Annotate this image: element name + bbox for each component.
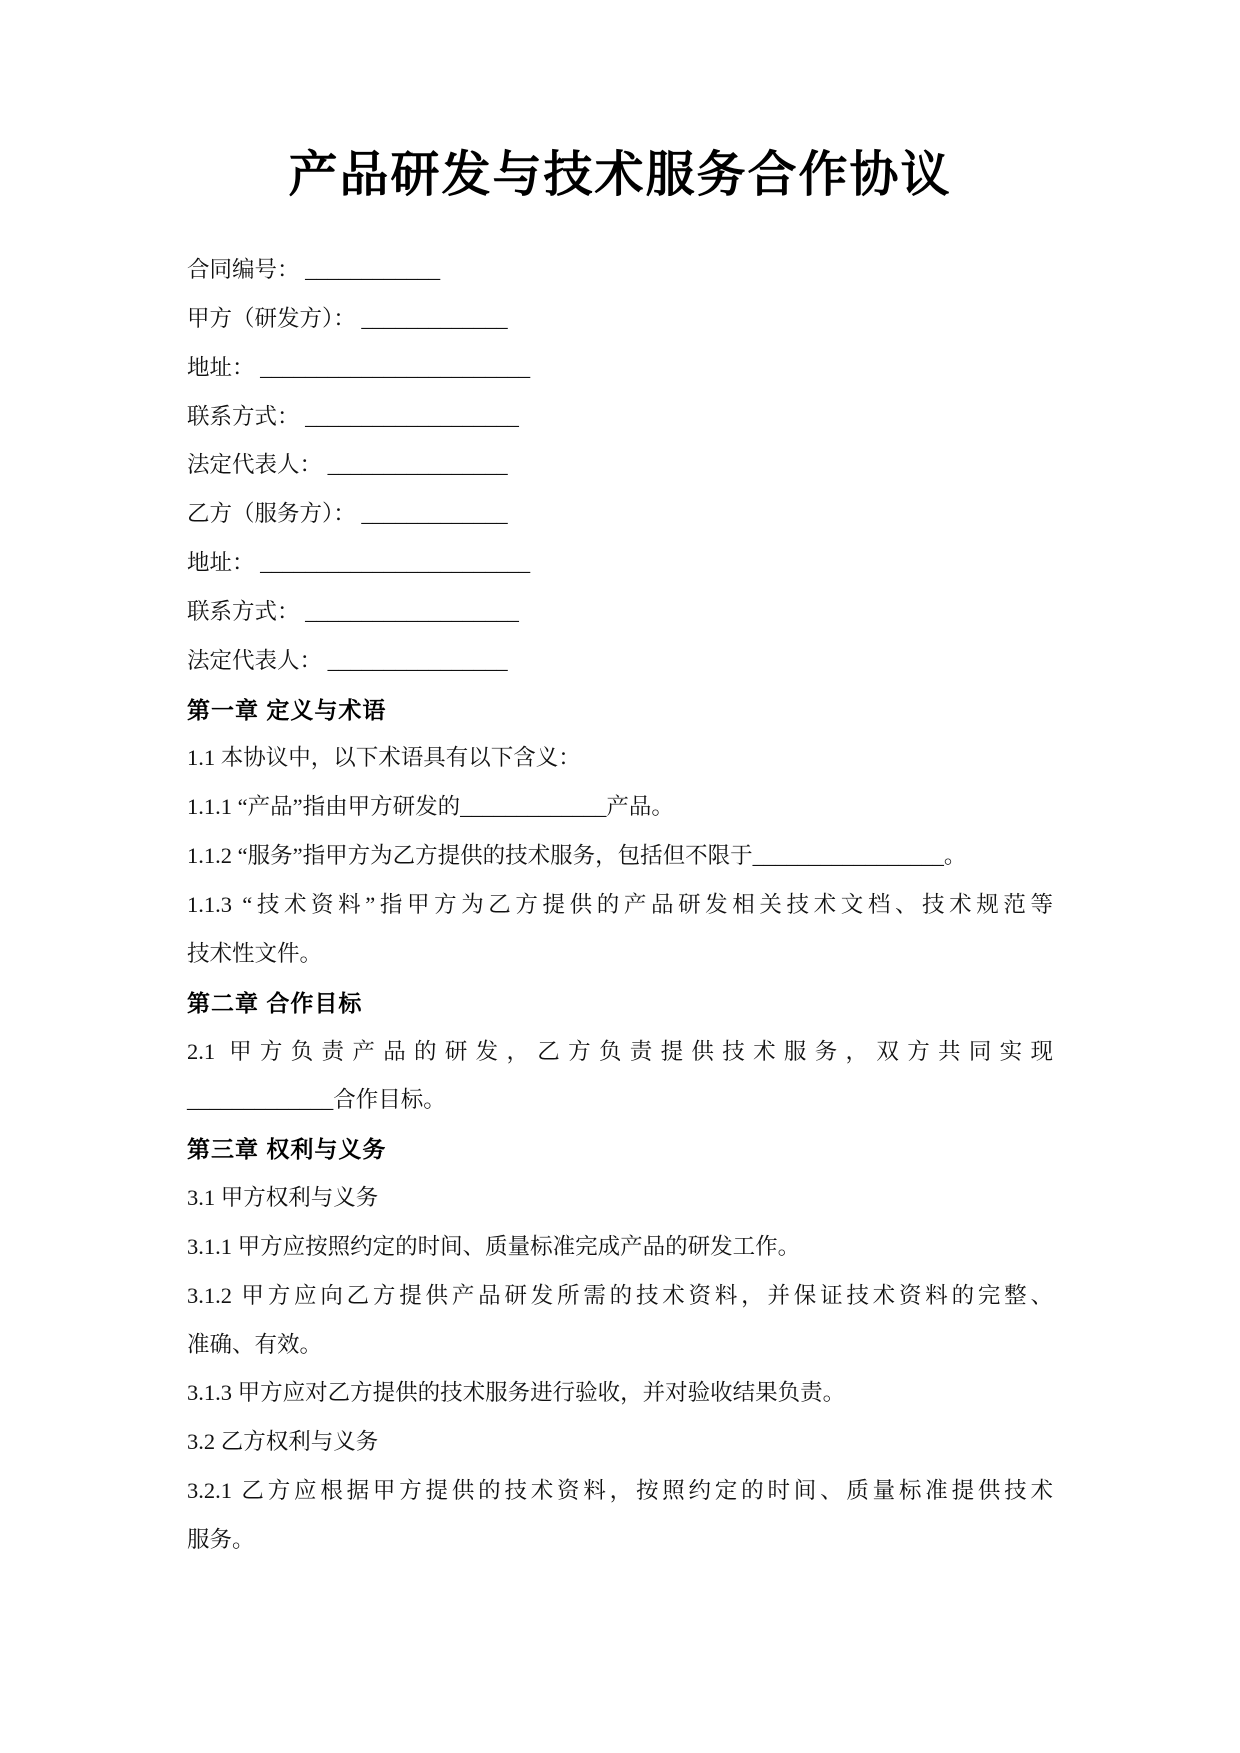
clause-3-1-3: 3.1.3 甲方应对乙方提供的技术服务进行验收，并对验收结果负责。	[187, 1380, 846, 1406]
field-party-a-representative: 法定代表人： ________________	[187, 452, 508, 478]
field-party-b-contact: 联系方式： ___________________	[187, 598, 519, 624]
field-contract-number: 合同编号： ____________	[187, 257, 441, 282]
field-party-b-address: 地址： ________________________	[187, 550, 531, 576]
field-party-a: 甲方（研发方）： _____________	[187, 305, 508, 331]
heading-chapter-3: 第三章 权利与义务	[187, 1136, 387, 1163]
clause-3-1-2-line-2: 准确、有效。	[187, 1331, 323, 1357]
field-party-b-representative: 法定代表人： ________________	[187, 647, 508, 673]
clause-2-1-line-1: 2.1 甲方负责产品的研发，乙方负责提供技术服务，双方共同实现	[187, 1038, 1053, 1064]
clause-1-1: 1.1 本协议中，以下术语具有以下含义：	[187, 745, 581, 771]
clause-3-2: 3.2 乙方权利与义务	[187, 1429, 379, 1455]
clause-1-1-3-line-2: 技术性文件。	[187, 940, 323, 966]
clause-1-1-1: 1.1.1 “产品”指由甲方研发的_____________产品。	[187, 794, 674, 820]
clause-3-1-2-line-1: 3.1.2 甲方应向乙方提供产品研发所需的技术资料，并保证技术资料的完整、	[187, 1282, 1053, 1308]
clause-3-1-1: 3.1.1 甲方应按照约定的时间、质量标准完成产品的研发工作。	[187, 1233, 801, 1259]
heading-chapter-2: 第二章 合作目标	[187, 989, 363, 1016]
clause-3-2-1-line-1: 3.2.1 乙方应根据甲方提供的技术资料，按照约定的时间、质量标准提供技术	[187, 1478, 1053, 1504]
clause-1-1-3-line-1: 1.1.3 “技术资料”指甲方为乙方提供的产品研发相关技术文档、技术规范等	[187, 891, 1053, 917]
clause-3-1: 3.1 甲方权利与义务	[187, 1185, 379, 1211]
clause-1-1-2: 1.1.2 “服务”指甲方为乙方提供的技术服务，包括但不限于_________________。	[187, 843, 967, 869]
page-title: 产品研发与技术服务合作协议	[288, 147, 952, 202]
contract-document	[187, 0, 1053, 1565]
field-party-b: 乙方（服务方）： _____________	[187, 501, 508, 527]
field-party-a-contact: 联系方式： ___________________	[187, 403, 519, 429]
contract-body	[187, 246, 1053, 1565]
clause-3-2-1-line-2: 服务。	[187, 1526, 255, 1552]
clause-2-1-line-2: _____________合作目标。	[187, 1087, 446, 1113]
field-party-a-address: 地址： ________________________	[187, 354, 531, 380]
heading-chapter-1: 第一章 定义与术语	[187, 696, 387, 723]
